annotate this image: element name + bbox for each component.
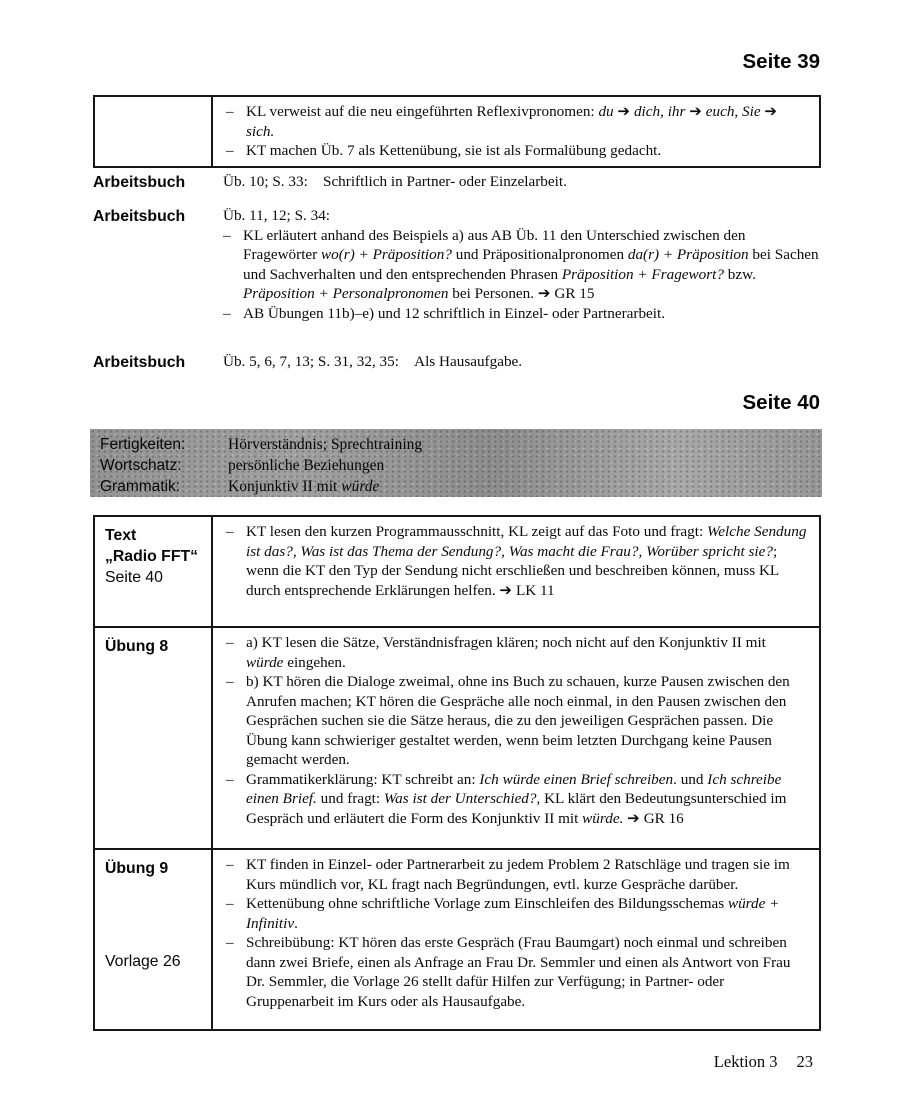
lesson-info-banner (90, 429, 822, 497)
list-item-text (246, 141, 807, 161)
italic-text: Präposition + Personalpronomen (243, 285, 449, 302)
list-item (226, 894, 807, 933)
cell-label-line: Text (105, 527, 137, 544)
list-item-text (246, 102, 807, 141)
text-segment: Üb. 11, 12; S. 34: (223, 207, 331, 224)
list-marker: – (226, 103, 234, 120)
text-segment: KL erläutert anhand des Beispiels a) aus AB Üb. 11 den Unterschied zwischen den Fragewörter (243, 226, 746, 263)
table-label-cell (95, 850, 213, 1029)
list-marker: – (226, 934, 234, 951)
list-item-text (246, 933, 807, 1011)
banner-row-wortschatz (100, 455, 814, 476)
table-content-cell (213, 628, 819, 848)
arbeitsbuch-row-1 (93, 172, 821, 192)
list-item (223, 226, 821, 304)
arbeitsbuch-content (223, 352, 821, 372)
list-item (223, 206, 821, 226)
banner-row-fertigkeiten (100, 434, 814, 455)
arbeitsbuch-label: Arbeitsbuch (93, 208, 186, 225)
footer-lesson-label: Lektion 3 (713, 1052, 778, 1071)
list-marker: – (226, 634, 234, 651)
italic-text: euch, Sie (705, 103, 761, 120)
arbeitsbuch-content (223, 206, 821, 323)
text-segment: ; wenn die KT den Typ der Sendung nicht erschließen und beschreiben können, muss KL durch entsprechende Erklärungen helfen. ➔ LK 11 (246, 542, 779, 599)
text-segment: Kettenübung ohne schriftliche Vorlage zum Einschleifen des Bildungsschemas (246, 895, 728, 912)
text-segment: ➔ (613, 103, 634, 120)
cell-label-line: Übung 8 (105, 638, 169, 655)
text-segment: , KL klärt den Bedeutungsunterschied im Gespräch und erläutert die Form des Konjunktiv II mit (246, 790, 787, 827)
text-segment: ➔ (685, 103, 706, 120)
italic-text: da(r) + Präposition (627, 246, 749, 263)
text-segment: und Präpositionalpronomen (451, 246, 628, 263)
text-segment: . (294, 914, 298, 932)
table-label-cell (95, 628, 213, 848)
banner-label: Wortschatz: (100, 457, 182, 474)
banner-label: Fertigkeiten: (100, 436, 186, 453)
banner-row-grammatik (100, 476, 814, 497)
table-row (95, 97, 819, 166)
italic-text: wo(r) + Präposition? (321, 246, 452, 263)
list-item (226, 102, 807, 141)
list-item (223, 304, 821, 324)
footer-page-number: 23 (796, 1052, 813, 1071)
arbeitsbuch-label: Arbeitsbuch (93, 354, 186, 371)
page-footer (714, 1052, 813, 1072)
list-item-text (246, 855, 807, 894)
list-item (226, 633, 807, 672)
text-segment: b) KT hören die Dialoge zweimal, ohne ins Buch zu schauen, kurze Pausen zwischen den Anrufen machen; KT hören die Gespräche alle noch einmal, in den Pausen zwischen den Gesprächen suchen sie die Sätze heraus, die zu den jeweiligen Gesprächen passen. Die Übung kann schwieriger gestaltet werden, wenn beim letzten Durchgang keine Pausen gemacht werden. (246, 673, 790, 768)
italic-text: Welche Sendung ist das?, Was ist das Thema der Sendung?, Was macht die Frau?, Worüber spricht sie? (246, 523, 807, 560)
cell-label-line: Seite 40 (105, 569, 163, 586)
text-segment: KT finden in Einzel- oder Partnerarbeit zu jedem Problem 2 Ratschläge und tragen sie im Kurs mündlich vor, KL fragt nach Begründungen, evtl. kurze Gespräche darüber. (246, 856, 790, 893)
text-segment: . und (673, 770, 708, 788)
text-segment: a) KT lesen die Sätze, Verständnisfragen klären; noch nicht auf den Konjunktiv II mit (246, 634, 766, 651)
list-item-text (246, 894, 807, 933)
table-content-cell (213, 850, 819, 1029)
list-item-text (246, 672, 807, 770)
list-item (223, 352, 821, 372)
banner-value (228, 434, 422, 455)
text-segment: ➔ (760, 103, 778, 120)
list-marker: – (223, 226, 231, 244)
arbeitsbuch-row-3 (93, 352, 821, 372)
text-segment: eingehen. (283, 653, 346, 671)
banner-label: Grammatik: (100, 478, 181, 495)
italic-text: Was ist der Unterschied? (383, 790, 537, 807)
list-item-text (243, 226, 821, 304)
list-item (226, 855, 807, 894)
italic-text: sich. (246, 122, 275, 140)
seite40-lesson-table (93, 515, 821, 1031)
list-marker: – (226, 673, 234, 690)
text-segment: Grammatikerklärung: KT schreibt an: (246, 770, 480, 788)
italic-text: würde (246, 653, 284, 671)
arbeitsbuch-content (223, 172, 821, 192)
italic-text: Ich schreibe einen Brief. (246, 770, 782, 807)
list-marker: – (226, 770, 234, 788)
arbeitsbuch-row-2 (93, 206, 821, 323)
italic-text: du (598, 103, 614, 120)
list-marker: – (226, 523, 234, 540)
list-item (226, 672, 807, 770)
list-item (226, 522, 807, 600)
table-content-cell (213, 97, 819, 166)
cell-label-line: Vorlage 26 (105, 953, 181, 970)
italic-text: Ich würde einen Brief schreiben (479, 770, 674, 788)
italic-text: dich, ihr (633, 103, 686, 120)
text-segment: Schreibübung: KT hören das erste Gespräch (Frau Baumgart) noch einmal und schreiben dann zwei Briefe, einen als Anfrage an Frau Dr. Semmler und einen als Antwort von Frau Dr. Semmler, die Vorlage 26 stellt dafür Hilfen zur Verfügung; in Partner- oder Gruppenarbeit im Kurs oder als Hausaufgabe. (246, 934, 791, 1010)
arbeitsbuch-label: Arbeitsbuch (93, 174, 186, 191)
text-segment: Üb. 10; S. 33: Schriftlich in Partner- oder Einzelarbeit. (223, 173, 567, 190)
italic-text: würde + Infinitiv (246, 895, 780, 932)
text-segment: Konjunktiv II mit (228, 478, 342, 495)
text-segment: Üb. 5, 6, 7, 13; S. 31, 32, 35: Als Hausaufgabe. (223, 353, 523, 370)
text-segment: Hörverständnis; Sprechtraining (228, 436, 423, 453)
list-item (223, 172, 821, 192)
list-marker: – (223, 304, 231, 322)
banner-value (228, 455, 384, 476)
table-label-cell-empty (95, 97, 213, 166)
text-segment: persönliche Beziehungen (228, 457, 385, 474)
page-heading-seite-40: Seite 40 (742, 391, 820, 414)
list-item (226, 770, 807, 829)
table-row-text-radio-fft (95, 517, 819, 626)
list-marker: – (226, 895, 234, 912)
cell-label-line: Übung 9 (105, 860, 169, 877)
seite39-note-table (93, 95, 821, 168)
text-segment: ➔ GR 16 (623, 809, 684, 827)
italic-text: würde (341, 478, 380, 495)
banner-value (228, 476, 379, 497)
text-segment: bzw. (723, 265, 756, 283)
list-item-text (243, 304, 821, 324)
text-segment: bei Sachen und Sachverhalten und den entsprechenden Phrasen (243, 246, 819, 283)
cell-label-line: „Radio FFT“ (105, 548, 199, 565)
text-segment: KT lesen den kurzen Programmausschnitt, KL zeigt auf das Foto und fragt: (246, 523, 708, 540)
italic-text: Präposition + Fragewort? (561, 265, 724, 283)
list-item-text (246, 522, 807, 600)
table-row-uebung-8 (95, 626, 819, 848)
list-item (226, 933, 807, 1011)
text-segment: KT machen Üb. 7 als Kettenübung, sie ist als Formalübung gedacht. (246, 142, 662, 159)
text-segment: AB Übungen 11b)–e) und 12 schriftlich in Einzel- oder Partnerarbeit. (243, 304, 666, 322)
list-marker: – (226, 142, 234, 159)
italic-text: würde. (582, 809, 624, 827)
table-content-cell (213, 517, 819, 626)
page-heading-seite-39: Seite 39 (742, 50, 820, 73)
list-item (226, 141, 807, 161)
list-marker: – (226, 856, 234, 873)
table-label-cell (95, 517, 213, 626)
text-segment: bei Personen. ➔ GR 15 (448, 285, 595, 302)
table-row-uebung-9 (95, 848, 819, 1029)
text-segment: KL verweist auf die neu eingeführten Reflexivpronomen: (246, 103, 599, 120)
text-segment: und fragt: (316, 790, 384, 807)
list-item-text (246, 770, 807, 829)
list-item-text (246, 633, 807, 672)
